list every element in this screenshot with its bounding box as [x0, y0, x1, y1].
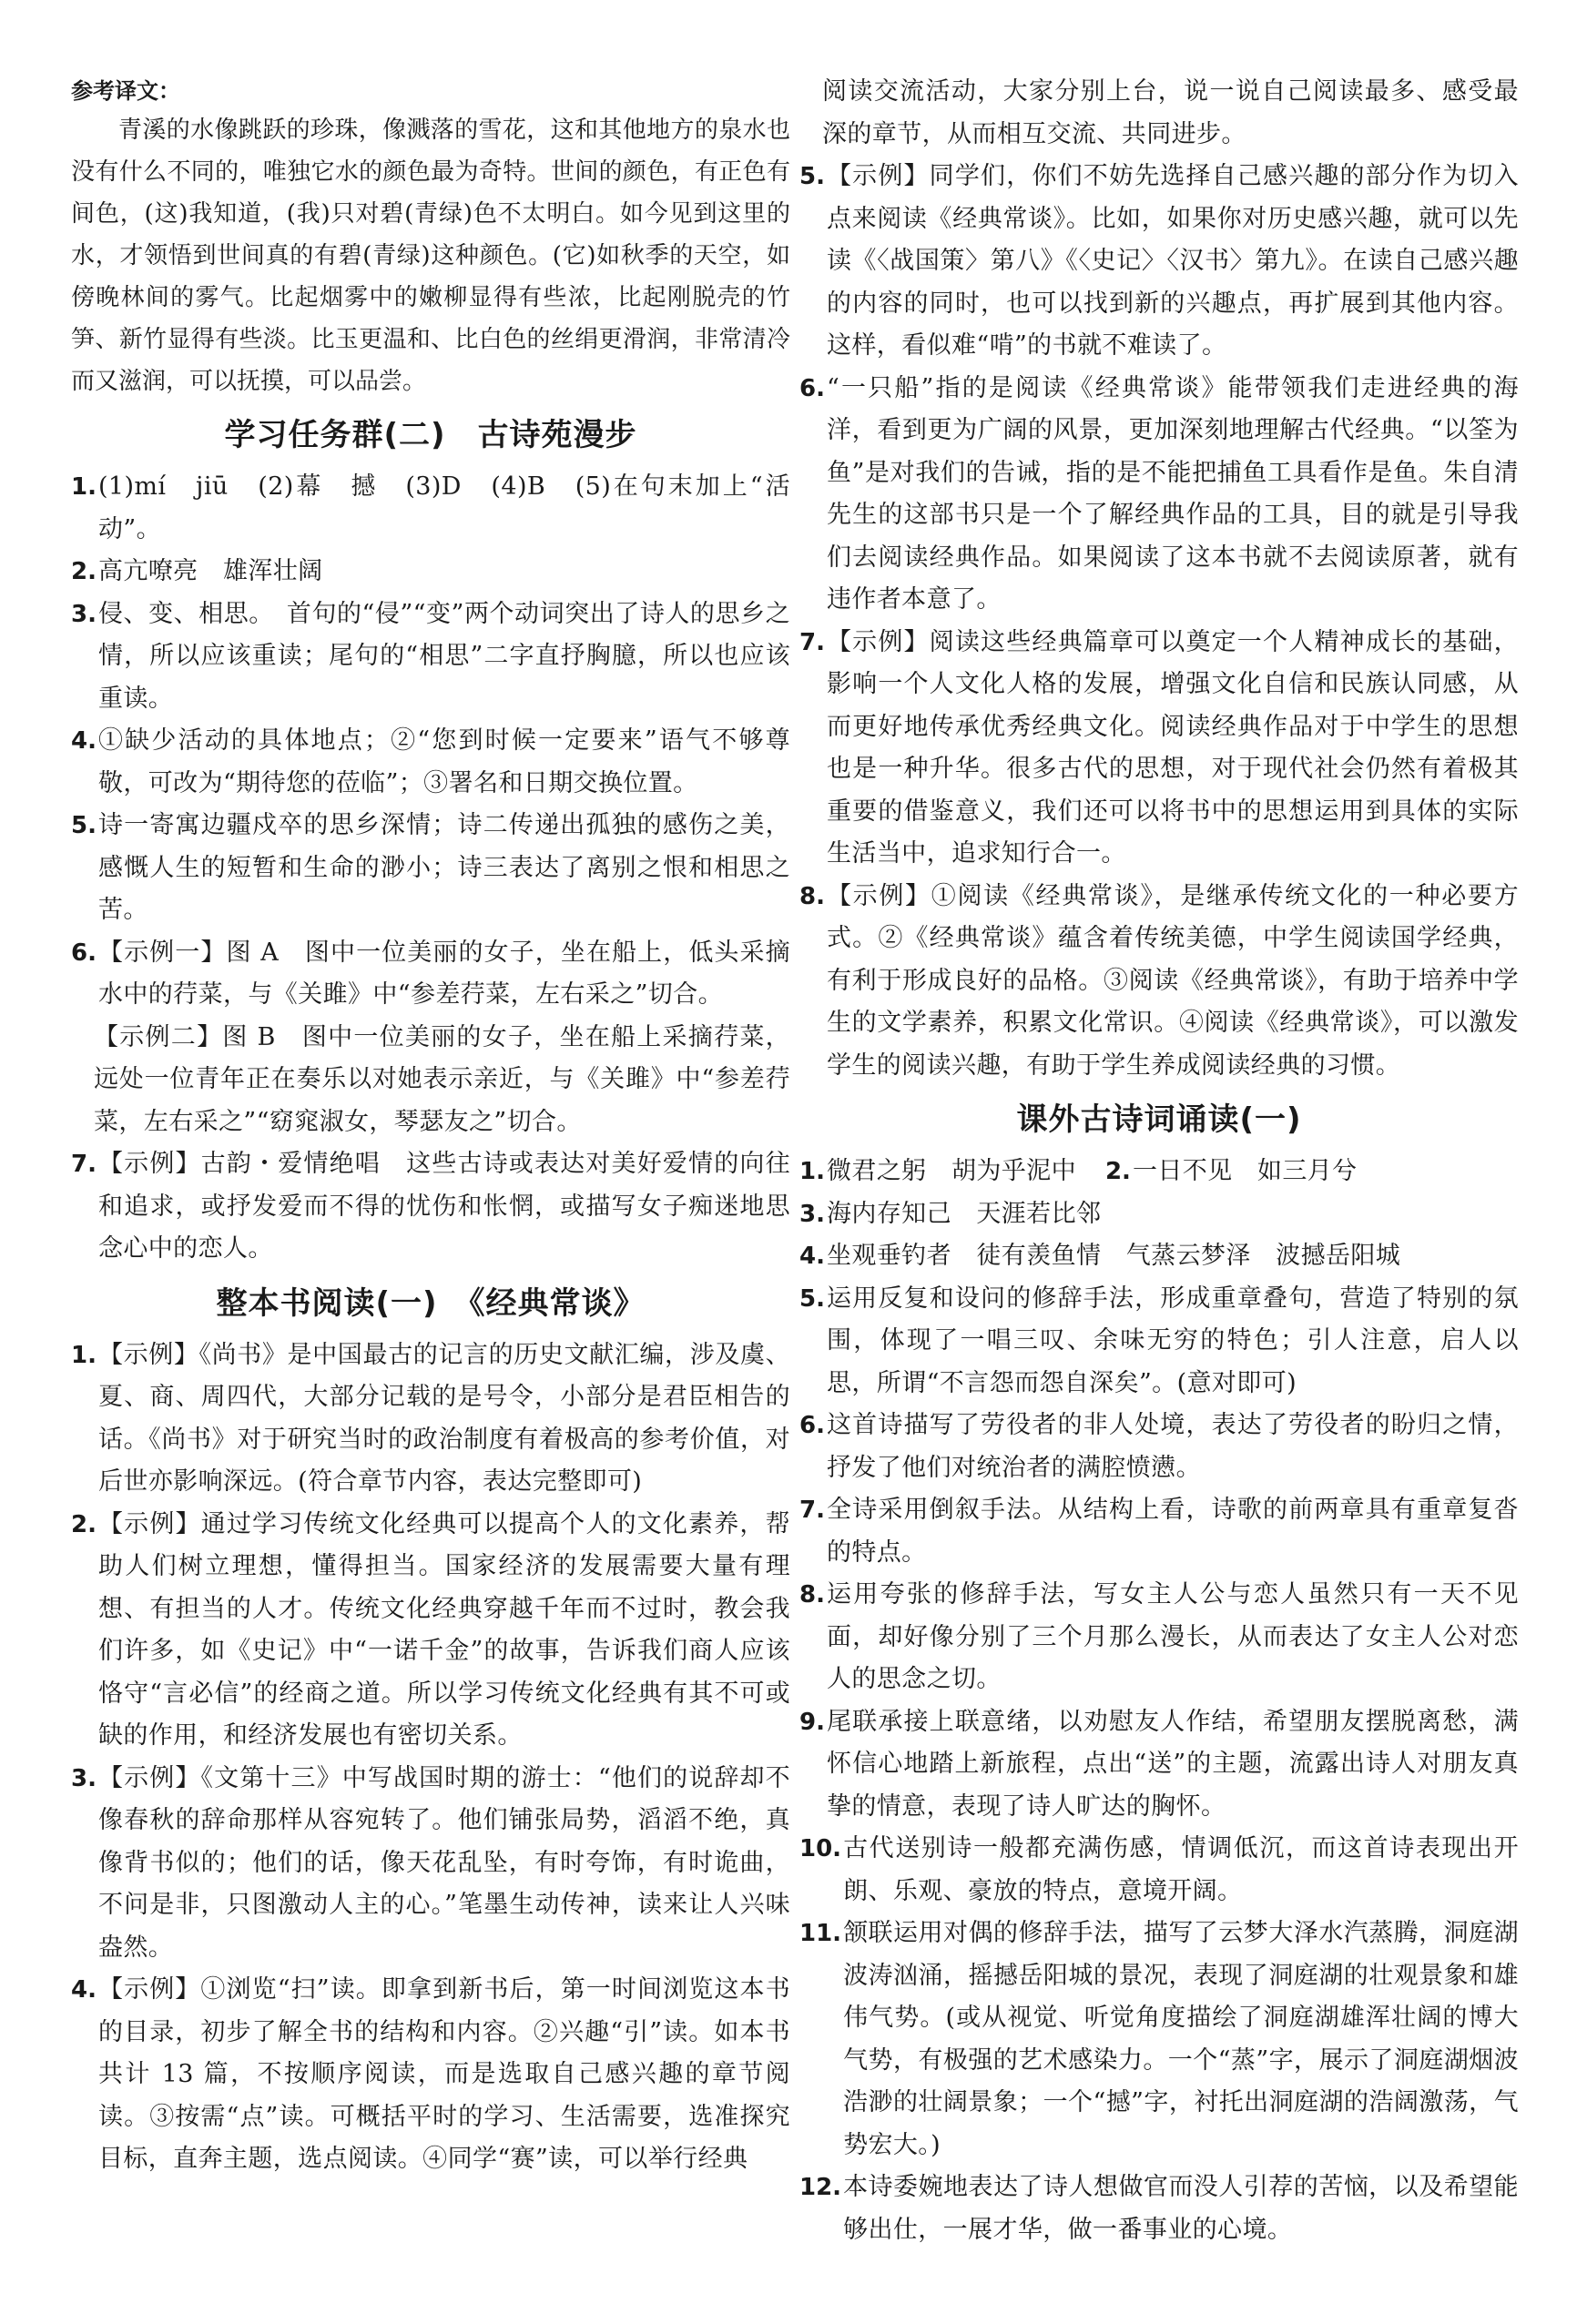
item-text: 全诗采用倒叙手法。从结构上看，诗歌的前两章具有重章复沓的特点。: [826, 1496, 1519, 1567]
item-number: 7.: [71, 1151, 97, 1178]
item-text: 【示例】古韵・爱情绝唱 这些古诗或表达对美好爱情的向往和追求，或抒发爱而不得的忧伤和怅惘，或描写女子痴迷地思念心中的恋人。: [97, 1150, 790, 1263]
item-text: 【示例】通过学习传统文化经典可以提高个人的文化素养，帮助人们树立理想，懂得担当。国家经济的发展需要大量有理想、有担当的人才。传统文化经典穿越千年而不过时，教会我们许多，如《史记》中“一诺千金”的故事，告诉我们商人应该恪守“言必信”的经商之道。所以学习传统文化经典有其不可或缺的作用，和经济发展也有密切关系。: [97, 1509, 790, 1750]
item-number: 6.: [799, 1412, 825, 1439]
answer-item: [71, 720, 790, 805]
answer-item: [799, 876, 1519, 1088]
answer-item: [799, 1701, 1519, 1829]
answer-item: [71, 594, 790, 721]
item-text: (1)mí jiū (2)幕 撼 (3)D (4)B (5)在句末加上“活动”。: [97, 472, 790, 543]
section-title-extracurricular-poetry: 课外古诗词诵读(一): [1016, 1101, 1302, 1138]
item-text: 【示例】①浏览“扫”读。即拿到新书后，第一时间浏览这本书的目录，初步了解全书的结构和内容。②兴趣“引”读。如本书共计 13 篇，不按顺序阅读，而是选取自己感兴趣的章节阅读。③按需“点”读。可概括平时的学习、生活需要，选准探究目标，直奔主题，选点阅读。④同学“赛”读，可以举行经典: [97, 1975, 790, 2173]
answer-item: [71, 932, 790, 1017]
item-text: 运用反复和设问的修辞手法，形成重章叠句，营造了特别的氛围，体现了一唱三叹、余味无穷的特色；引人注意，启人以思，所谓“不言怨而怨自深矣”。(意对即可): [826, 1284, 1519, 1397]
item-number: 10.: [799, 1835, 842, 1862]
answer-item: [799, 1278, 1519, 1406]
item-text: 【示例】《文第十三》中写战国时期的游士：“他们的说辞却不像春秋的辞命那样从容宛转了。他们铺张局势，滔滔不绝，真像背书似的；他们的话，像天花乱坠，有时夸饰，有时诡曲，不问是非，只图激动人主的心。”笔墨生动传神，读来让人兴味盎然。: [97, 1763, 790, 1962]
answer-item: [71, 466, 790, 551]
item-text: 【示例】《尚书》是中国最古的记言的历史文献汇编，涉及虞、夏、商、周四代，大部分记载的是号令，小部分是君臣相告的话。《尚书》对于研究当时的政治制度有着极高的参考价值，对后世亦影响深远。(符合章节内容，表达完整即可): [97, 1340, 790, 1496]
item-number: 8.: [799, 1581, 825, 1609]
answer-item: [799, 1574, 1519, 1701]
continued-text: [799, 71, 1519, 156]
item-number: 6.: [71, 939, 97, 967]
item-number: [71, 1017, 94, 1144]
answer-item: [799, 1193, 1519, 1236]
answer-item: [799, 1913, 1519, 2167]
item-text: 尾联承接上联意绪，以劝慰友人作结，希望朋友摆脱离愁，满怀信心地踏上新旅程，点出“送”的主题，流露出诗人对朋友真挚的情意，表现了诗人旷达的胸怀。: [826, 1707, 1519, 1821]
item-number: 4.: [71, 1976, 97, 2004]
item-number: 2.: [71, 1510, 97, 1538]
item-text: 海内存知己 天涯若比邻: [826, 1199, 1102, 1228]
item-number: 7.: [799, 628, 825, 656]
answer-item: [799, 1405, 1519, 1489]
answer-item: [71, 1335, 790, 1504]
item-number: 7.: [799, 1497, 825, 1524]
answer-item: [71, 1143, 790, 1271]
answer-item: [71, 1017, 790, 1144]
item-text: 【示例一】图 A 图中一位美丽的女子，坐在船上，低头采摘水中的荇菜，与《关雎》中“参差荇菜，左右采之”切合。: [97, 938, 790, 1009]
item-number-blank: [799, 71, 822, 156]
answer-item: [799, 1235, 1519, 1278]
item-text: 侵、变、相思。 首句的“侵”“变”两个动词突出了诗人的思乡之情，所以应该重读；尾句的“相思”二字直抒胸臆，所以也应该重读。: [97, 599, 790, 713]
item-text: “一只船”指的是阅读《经典常谈》能带领我们走进经典的海洋，看到更为广阔的风景，更加深刻地理解古代经典。“以筌为鱼”是对我们的告诫，指的是不能把捕鱼工具看作是鱼。朱自清先生的这部书只是一个了解经典作品的工具，目的就是引导我们去阅读经典作品。如果阅读了这本书就不去阅读原著，就有违作者本意了。: [826, 373, 1519, 614]
item-number: 5.: [799, 1284, 825, 1313]
item-text: 【示例】阅读这些经典篇章可以奠定一个人精神成长的基础，影响一个人文化人格的发展，增强文化自信和民族认同感，从而更好地传承优秀经典文化。阅读经典作品对于中学生的思想也是一种升华。很多古代的思想，对于现代社会仍然有着极其重要的借鉴意义，我们还可以将书中的思想运用到具体的实际生活当中，追求知行合一。: [826, 627, 1519, 868]
answer-item: [799, 1151, 1519, 1193]
item-number: 9.: [799, 1708, 825, 1736]
item-text: 【示例】同学们，你们不妨先选择自己感兴趣的部分作为切入点来阅读《经典常谈》。比如，如果你对历史感兴趣，就可以先读《〈战国策〉第八》《〈史记〉〈汉书〉第九》。在读自己感兴趣的内容的同时，也可以找到新的兴趣点，再扩展到其他内容。这样，看似难“啃”的书就不难读了。: [826, 162, 1519, 360]
answer-item: [799, 1489, 1519, 1574]
answer-item: [799, 2167, 1519, 2251]
item-text: 古代送别诗一般都充满伤感，情调低沉，而这首诗表现出开朗、乐观、豪放的特点，意境开阔。: [843, 1834, 1519, 1905]
section-title-ancient-poetry: 学习任务群(二) 古诗苑漫步: [224, 417, 637, 453]
left-column: [71, 73, 790, 2181]
item-number: 12.: [799, 2174, 842, 2201]
answer-item: [71, 1504, 790, 1758]
section-title-whole-book: 整本书阅读(一) 《经典常谈》: [216, 1284, 646, 1322]
item-number: 3.: [799, 1200, 825, 1228]
answer-item: [71, 1969, 790, 2181]
translation-label: 参考译文：: [71, 78, 180, 104]
item-number: 11.: [799, 1920, 842, 1947]
item-number: 4.: [71, 727, 97, 755]
item-number: 2.: [71, 558, 97, 585]
spacer: [1076, 1151, 1105, 1193]
item-text: 【示例】①阅读《经典常谈》，是继承传统文化的一种必要方式。②《经典常谈》蕴含着传统美德，中学生阅读国学经典，有利于形成良好的品格。③阅读《经典常谈》，有助于培养中学生的文学素养，积累文化常识。④阅读《经典常谈》，可以激发学生的阅读兴趣，有助于学生养成阅读经典的习惯。: [826, 881, 1519, 1080]
item-text: 这首诗描写了劳役者的非人处境，表达了劳役者的盼归之情，抒发了他们对统治者的满腔愤懑。: [826, 1411, 1519, 1482]
item-number: 1.: [71, 473, 97, 501]
item-text: 颔联运用对偶的修辞手法，描写了云梦大泽水汽蒸腾，洞庭湖波涛汹涌，摇撼岳阳城的景况，表现了洞庭湖的壮观景象和雄伟气势。(或从视觉、听觉角度描绘了洞庭湖雄浑壮阔的博大气势，有极强的艺术感染力。一个“蒸”字，展示了洞庭湖烟波浩渺的壮阔景象；一个“撼”字，衬托出洞庭湖的浩阔激荡，气势宏大。): [843, 1919, 1519, 2159]
item-text: 本诗委婉地表达了诗人想做官而没人引荐的苦恼，以及希望能够出仕，一展才华，做一番事业的心境。: [843, 2173, 1519, 2244]
answer-item: [71, 805, 790, 932]
item-text: 运用夸张的修辞手法，写女主人公与恋人虽然只有一天不见面，却好像分别了三个月那么漫长，从而表达了女主人公对恋人的思念之切。: [826, 1580, 1519, 1693]
item-number: 2.: [1104, 1158, 1131, 1185]
item-text: 诗一寄寓边疆戍卒的思乡深情；诗二传递出孤独的感伤之美，感慨人生的短暂和生命的渺小；诗三表达了离别之恨和相思之苦。: [97, 811, 790, 924]
answer-item: [799, 1828, 1519, 1913]
item-number: 3.: [71, 600, 97, 628]
item-number: 8.: [799, 882, 825, 910]
right-column: [799, 71, 1519, 2251]
item-text: 坐观垂钓者 徒有羡鱼情 气蒸云梦泽 波撼岳阳城: [826, 1242, 1401, 1270]
item-text: 【示例二】图 B 图中一位美丽的女子，坐在船上采摘荇菜，远处一位青年正在奏乐以对她表示亲近，与《关雎》中“参差荇菜，左右采之”“窈窕淑女，琴瑟友之”切合。: [94, 1022, 790, 1136]
item-number: 4.: [799, 1243, 825, 1270]
item-number: 1.: [799, 1158, 825, 1185]
answer-item: [799, 156, 1519, 368]
translation-text: 青溪的水像跳跃的珍珠，像溅落的雪花，这和其他地方的泉水也没有什么不同的，唯独它水的颜色最为奇特。世间的颜色，有正色有间色，(这)我知道，(我)只对碧(青绿)色不太明白。如今见到这里的水，才领悟到世间真的有碧(青绿)这种颜色。(它)如秋季的天空，如傍晚林间的雾气。比起烟雾中的嫩柳显得有些浓，比起刚脱壳的竹笋、新竹显得有些淡。比玉更温和、比白色的丝绢更滑润，非常清冷而又滋润，可以抚摸，可以品尝。: [71, 117, 790, 395]
answer-item: [799, 368, 1519, 622]
item-text: 阅读交流活动，大家分别上台，说一说自己阅读最多、感受最深的章节，从而相互交流、共同进步。: [822, 77, 1519, 148]
item-text: 微君之躬 胡为乎泥中: [826, 1157, 1076, 1185]
item-number: 5.: [71, 812, 97, 839]
item-text: ①缺少活动的具体地点；②“您到时候一定要来”语气不够尊敬，可改为“期待您的莅临”；③署名和日期交换位置。: [97, 726, 790, 797]
answer-item: [799, 622, 1519, 876]
item-text: 一日不见 如三月兮: [1132, 1157, 1358, 1185]
item-text: 高亢嘹亮 雄浑壮阔: [97, 557, 323, 585]
item-number: 1.: [71, 1341, 97, 1369]
answer-item: [71, 551, 790, 594]
item-number: 5.: [799, 163, 825, 190]
item-number: 6.: [799, 374, 825, 402]
item-number: 3.: [71, 1764, 97, 1792]
answer-item: [71, 1758, 790, 1970]
